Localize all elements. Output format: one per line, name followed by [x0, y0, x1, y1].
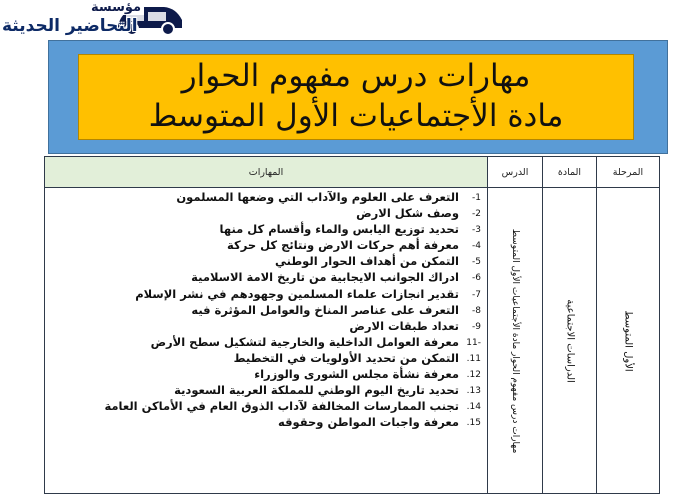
- skill-number: -6: [472, 273, 481, 284]
- skill-item: [49, 270, 481, 286]
- skill-number: 11-: [466, 337, 481, 348]
- skill-item: [49, 415, 481, 431]
- skill-text: تقدير انجازات علماء المسلمين وجهودهم في نشر الإسلام: [135, 286, 459, 301]
- skills-table: [44, 156, 660, 494]
- header-skills: المهارات: [45, 157, 488, 188]
- table-header-row: [45, 157, 660, 188]
- logo-text-main: التحاضير الحديثة: [2, 16, 138, 36]
- skill-text: تحديد توزيع اليابس والماء وأقسام كل منها: [219, 222, 459, 237]
- skill-number: -7: [472, 289, 481, 300]
- skill-text: التعرف على عناصر المناخ والعوامل المؤثرة فيه: [191, 302, 459, 317]
- skill-text: معرفة أهم حركات الارض ونتائج كل حركة: [227, 238, 459, 253]
- skill-text: وصف شكل الارض: [356, 206, 459, 221]
- skill-number: -3: [472, 225, 481, 236]
- header-stage: المرحلة: [597, 157, 660, 188]
- stage-cell: [597, 188, 660, 494]
- subject-cell: [543, 188, 597, 494]
- skill-item: [49, 222, 481, 238]
- skill-text: تحديد تاريخ اليوم الوطني للمملكة العربية السعودية: [174, 383, 459, 398]
- skill-text: التمكن من أهداف الحوار الوطني: [275, 254, 459, 269]
- skill-text: ادراك الجوانب الايجابية من تاريخ الامة الاسلامية: [191, 270, 459, 285]
- header-lesson: الدرس: [488, 157, 543, 188]
- skill-number: -4: [472, 241, 481, 252]
- lesson-cell: [488, 188, 543, 494]
- stage-text: الأول المتوسط: [622, 309, 634, 372]
- title-box: [78, 54, 634, 140]
- skill-item: [49, 303, 481, 319]
- skill-number: -5: [472, 257, 481, 268]
- skill-text: التعرف على العلوم والآداب التي وضعها المسلمون: [176, 190, 459, 204]
- skill-item: [49, 190, 481, 206]
- skill-number: .15: [466, 418, 481, 429]
- title-line-1: مهارات درس مفهوم الحوار: [181, 58, 531, 94]
- title-line-2: مادة الأجتماعيات الأول المتوسط: [148, 98, 564, 134]
- subject-text: الدراسات الاجتماعية: [564, 298, 575, 383]
- skill-number: .11: [466, 353, 481, 364]
- header-subject: المادة: [543, 157, 597, 188]
- table-body-row: [45, 188, 660, 494]
- skill-item: [49, 399, 481, 415]
- skill-text: التمكن من تحديد الأولويات في التخطيط: [233, 350, 459, 365]
- skill-item: [49, 367, 481, 383]
- skill-item: [49, 206, 481, 222]
- skill-item: [49, 383, 481, 399]
- skill-item: [49, 238, 481, 254]
- skill-item: [49, 335, 481, 351]
- skill-number: -1: [472, 193, 481, 203]
- skill-item: [49, 254, 481, 270]
- skill-number: -2: [472, 209, 481, 220]
- logo-text-top: مؤسسة: [88, 0, 144, 15]
- skills-cell: [45, 188, 488, 494]
- skill-number: -8: [472, 305, 481, 316]
- skill-text: معرفة نشأة مجلس الشورى والوزراء: [254, 367, 459, 382]
- skill-item: [49, 319, 481, 335]
- skill-item: [49, 287, 481, 303]
- skill-number: .12: [466, 370, 481, 381]
- lesson-text: مهارات درس مفهوم الحوار مادة الأجتماعيات الأول المتوسط: [510, 228, 520, 453]
- skill-number: -9: [472, 321, 481, 332]
- skill-text: تجنب الممارسات المخالفة لآداب الذوق العام في الأماكن العامة: [104, 399, 459, 414]
- skill-number: .14: [466, 402, 481, 413]
- skill-number: .13: [466, 386, 481, 397]
- skills-list: [49, 190, 481, 431]
- skill-text: تعداد طبقات الارض: [349, 318, 459, 333]
- skill-text: معرفة واجبات المواطن وحقوقه: [278, 415, 459, 430]
- skill-text: معرفة العوامل الداخلية والخارجية لتشكيل سطح الأرض: [150, 334, 459, 349]
- skill-item: [49, 351, 481, 367]
